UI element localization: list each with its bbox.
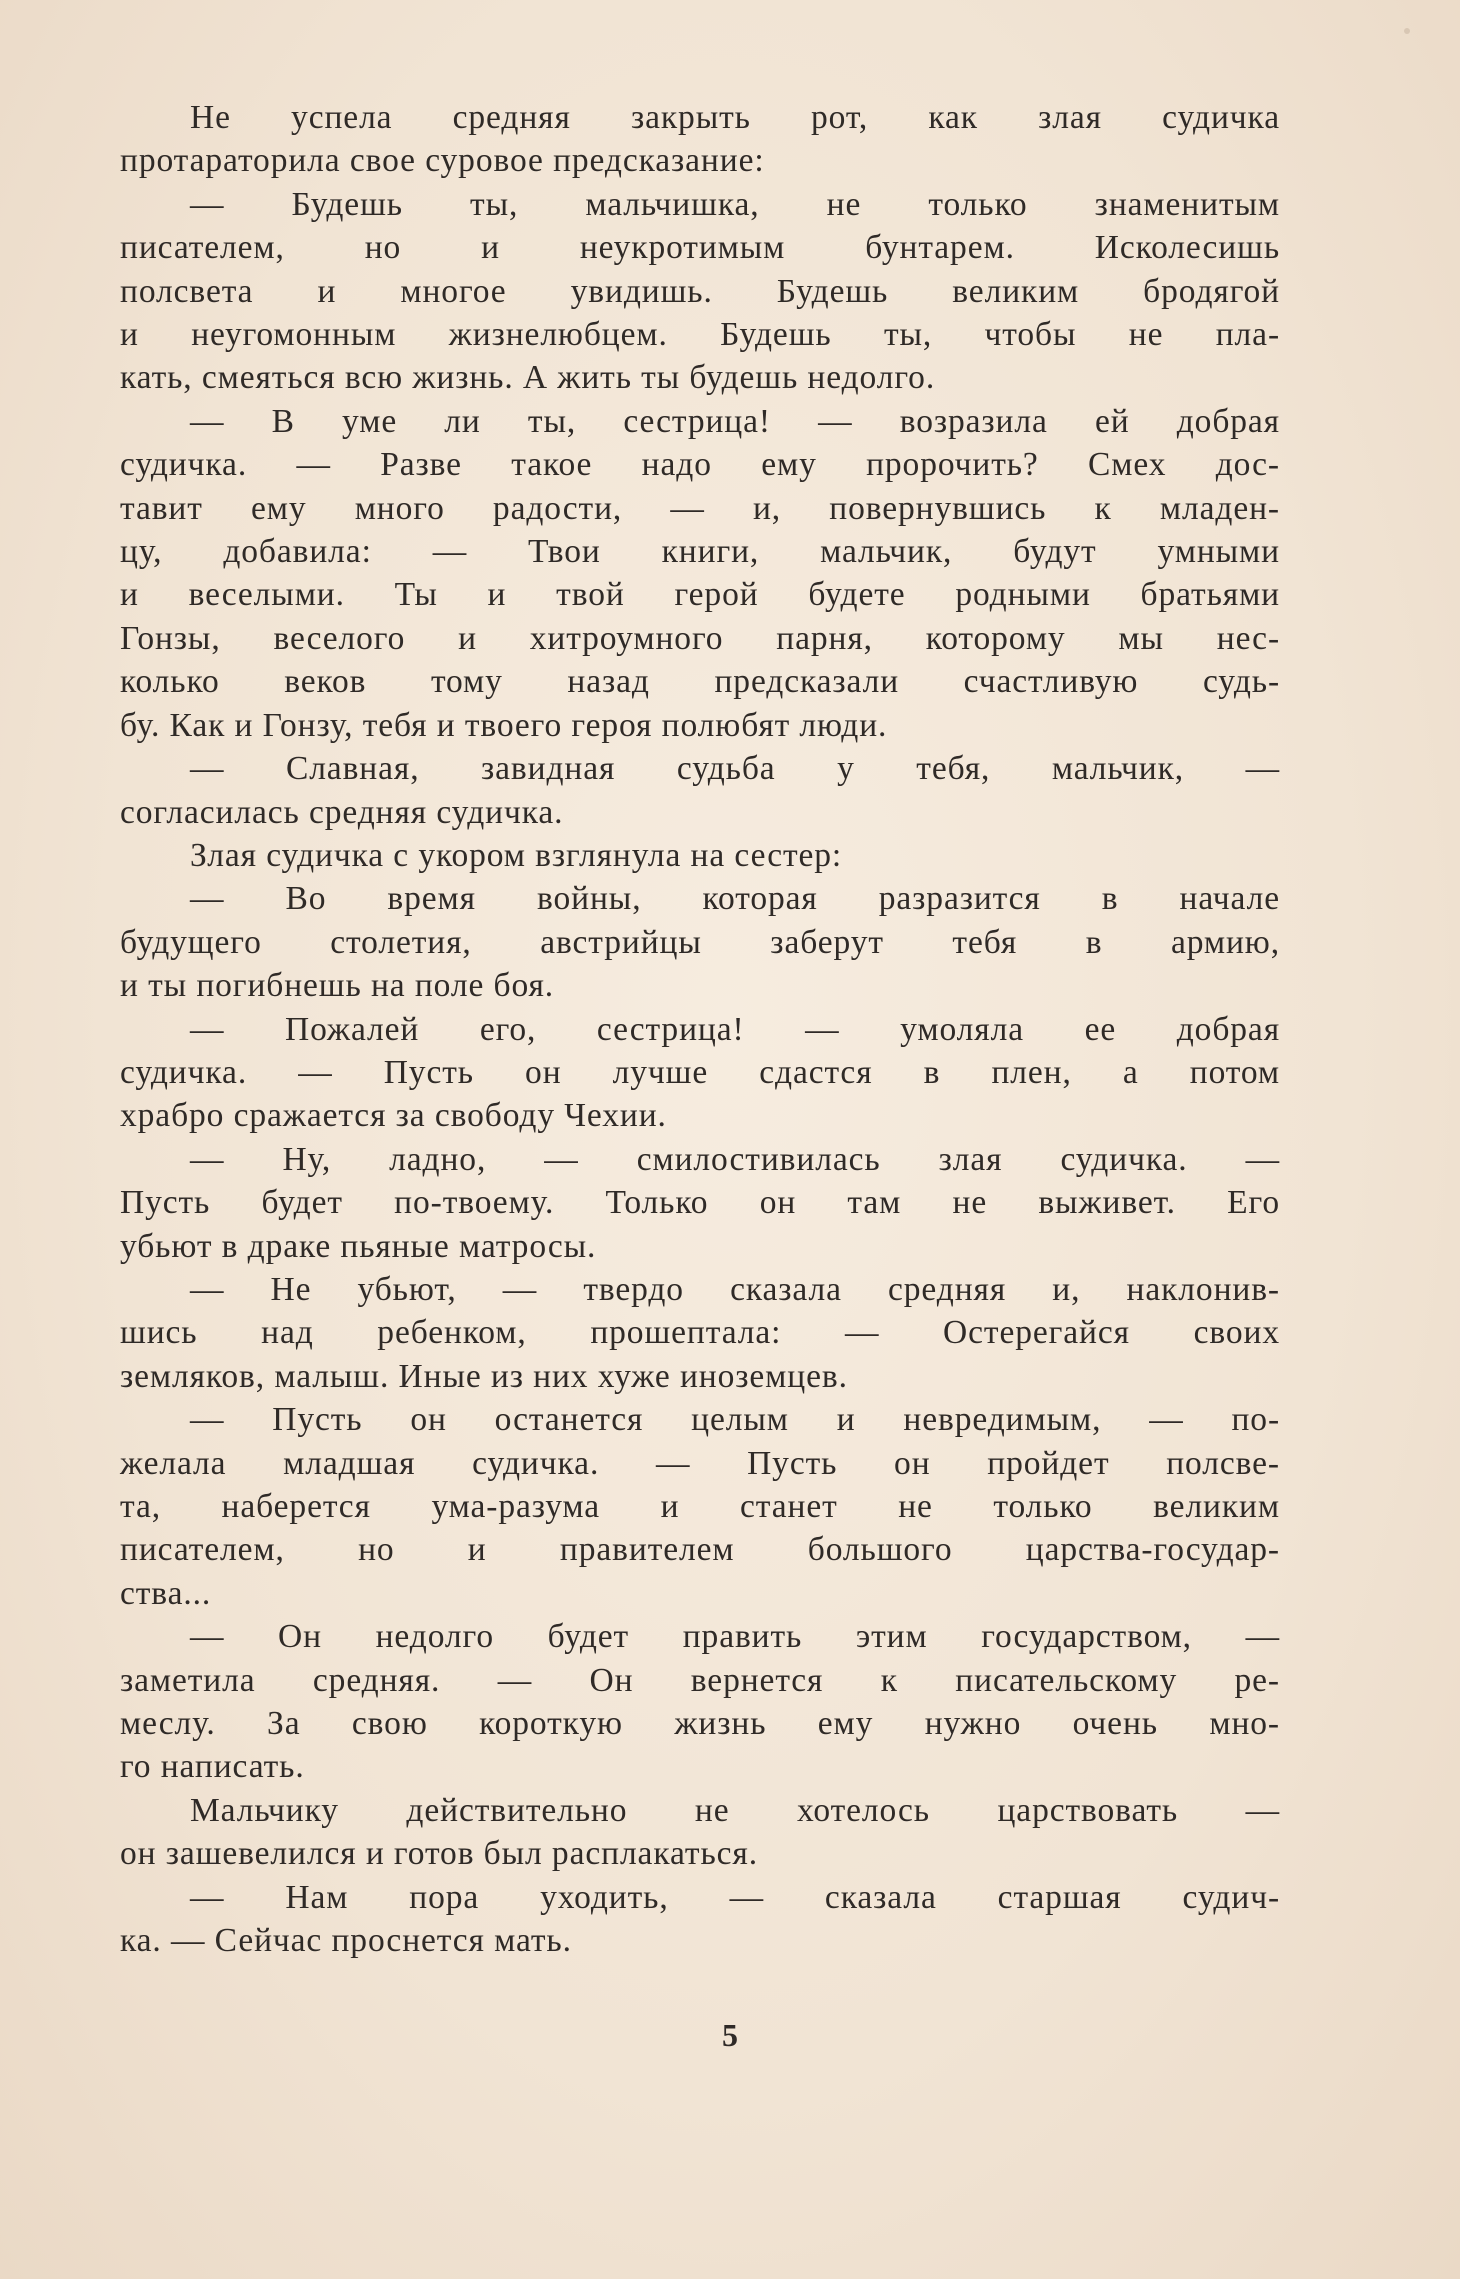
text-line: го написать.	[120, 1748, 305, 1786]
paragraph-first-line: — Славная, завидная судьба у тебя, мальчик, —	[190, 750, 1280, 788]
text-line: писателем, но и правителем большого царства-государ-	[120, 1531, 1280, 1569]
text-line: желала младшая судичка. — Пусть он пройдет полсве-	[120, 1444, 1280, 1482]
paragraph-first-line: — Пожалей его, сестрица! — умоляла ее добрая	[190, 1010, 1280, 1048]
paragraph-first-line: — В уме ли ты, сестрица! — возразила ей добрая	[190, 402, 1280, 440]
text-line: судичка. — Пусть он лучше сдастся в плен, а потом	[120, 1053, 1280, 1091]
page-number: 5	[722, 2017, 738, 2053]
paragraph-first-line: — Пусть он останется целым и невредимым, — по-	[190, 1401, 1280, 1439]
text-line: кать, смеяться всю жизнь. А жить ты будешь недолго.	[120, 359, 936, 397]
paper-speck	[1404, 28, 1410, 34]
text-line: Гонзы, веселого и хитроумного парня, которому мы нес-	[120, 619, 1280, 657]
text-line: будущего столетия, австрийцы заберут тебя в армию,	[120, 923, 1280, 961]
text-line: полсвета и многое увидишь. Будешь великим бродягой	[120, 272, 1280, 310]
paragraph-first-line: — Не убьют, — твердо сказала средняя и, наклонив-	[190, 1270, 1280, 1308]
text-line: меслу. За свою короткую жизнь ему нужно очень мно-	[120, 1705, 1280, 1743]
body-text	[120, 96, 1280, 1962]
text-line: согласилась средняя судичка.	[120, 793, 564, 831]
paragraph-first-line: — Ну, ладно, — смилостивилась злая судичка. —	[190, 1140, 1280, 1178]
text-line: судичка. — Разве такое надо ему пророчить? Смех дос-	[120, 446, 1280, 484]
text-line: и неугомонным жизнелюбцем. Будешь ты, чтобы не пла-	[120, 316, 1280, 354]
paragraph-first-line: — Будешь ты, мальчишка, не только знаменитым	[190, 185, 1280, 223]
text-line: писателем, но и неукротимым бунтарем. Исколесишь	[120, 229, 1280, 267]
text-line: тавит ему много радости, — и, повернувшись к младен-	[120, 489, 1280, 527]
text-line: и ты погибнешь на поле боя.	[120, 967, 555, 1005]
text-line: он зашевелился и готов был расплакаться.	[120, 1835, 758, 1873]
text-line: ства...	[120, 1574, 212, 1612]
text-line: бу. Как и Гонзу, тебя и твоего героя полюбят люди.	[120, 706, 888, 744]
text-line: убьют в драке пьяные матросы.	[120, 1227, 597, 1265]
text-line: цу, добавила: — Твои книги, мальчик, будут умными	[120, 533, 1280, 571]
text-line: протараторила свое суровое предсказание:	[120, 142, 765, 180]
text-line: та, наберется ума-разума и станет не только великим	[120, 1488, 1280, 1525]
paragraph-first-line: — Нам пора уходить, — сказала старшая судич-	[190, 1878, 1280, 1916]
text-line: и веселыми. Ты и твой герой будете родными братьями	[120, 576, 1280, 614]
text-line: храбро сражается за свободу Чехии.	[120, 1097, 667, 1135]
text-line: шись над ребенком, прошептала: — Остерегайся своих	[120, 1314, 1280, 1352]
text-line: земляков, малыш. Иные из них хуже иноземцев.	[120, 1357, 848, 1395]
paragraph-first-line: — Он недолго будет править этим государством, —	[190, 1618, 1280, 1656]
paragraph-first-line: — Во время войны, которая разразится в начале	[190, 880, 1280, 918]
paragraph-first-line: Не успела средняя закрыть рот, как злая судичка	[190, 99, 1280, 136]
text-line: колько веков тому назад предсказали счастливую судь-	[120, 663, 1280, 701]
paragraph-first-line: Мальчику действительно не хотелось царствовать —	[190, 1791, 1280, 1829]
text-line: ка. — Сейчас проснется мать.	[120, 1922, 572, 1960]
paragraph-first-line: Злая судичка с укором взглянула на сестер:	[190, 836, 843, 874]
text-line: заметила средняя. — Он вернется к писательскому ре-	[120, 1661, 1280, 1699]
text-line: Пусть будет по-твоему. Только он там не выживет. Его	[120, 1184, 1280, 1222]
